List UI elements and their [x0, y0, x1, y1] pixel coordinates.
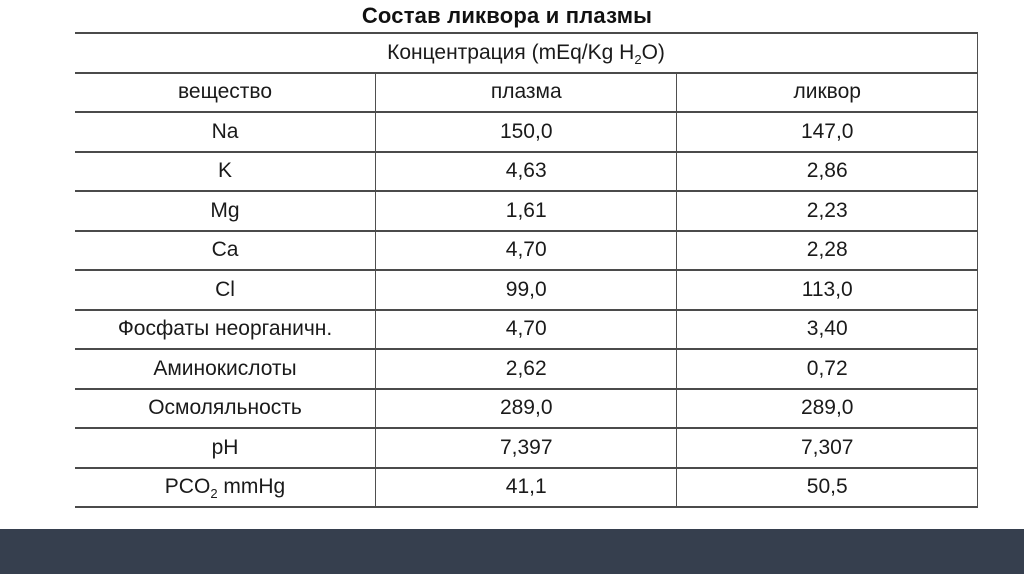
liquor-cell: 0,72 — [677, 349, 978, 389]
footer-bar — [0, 529, 1024, 574]
table-row — [75, 310, 978, 350]
substance-cell: Ca — [75, 231, 376, 271]
table-row — [75, 468, 978, 508]
table-row — [75, 152, 978, 192]
liquor-cell: 113,0 — [677, 270, 978, 310]
substance-cell: Cl — [75, 270, 376, 310]
liquor-cell: 2,86 — [677, 152, 978, 192]
plasma-cell: 2,62 — [376, 349, 677, 389]
unit-header-row — [75, 33, 978, 73]
substance-cell: Mg — [75, 191, 376, 231]
liquor-cell: 2,28 — [677, 231, 978, 271]
table-row — [75, 191, 978, 231]
substance-cell: Осмоляльность — [75, 389, 376, 429]
liquor-cell: 147,0 — [677, 112, 978, 152]
composition-table — [75, 32, 978, 508]
unit-header-cell: Концентрация (mEq/Kg $H_2O$) — [75, 33, 978, 73]
plasma-cell: 289,0 — [376, 389, 677, 429]
liquor-cell: 2,23 — [677, 191, 978, 231]
plasma-cell: 1,61 — [376, 191, 677, 231]
column-header-row — [75, 73, 978, 113]
plasma-cell: 41,1 — [376, 468, 677, 508]
substance-cell: Аминокислоты — [75, 349, 376, 389]
plasma-cell: 4,70 — [376, 310, 677, 350]
table-row — [75, 349, 978, 389]
table-row — [75, 270, 978, 310]
plasma-cell: 7,397 — [376, 428, 677, 468]
table-row — [75, 389, 978, 429]
table-row — [75, 231, 978, 271]
substance-cell: Na — [75, 112, 376, 152]
liquor-cell: 7,307 — [677, 428, 978, 468]
column-header-liquor: ликвор — [677, 73, 978, 113]
page-title: Состав ликвора и плазмы — [361, 3, 653, 28]
plasma-cell: 4,70 — [376, 231, 677, 271]
column-header-substance: вещество — [75, 73, 376, 113]
table-row — [75, 428, 978, 468]
substance-cell: $PCO_2$ mmHg — [75, 468, 376, 508]
plasma-cell: 99,0 — [376, 270, 677, 310]
column-header-plasma: плазма — [376, 73, 677, 113]
liquor-cell: 3,40 — [677, 310, 978, 350]
substance-cell: Фосфаты неорганичн. — [75, 310, 376, 350]
liquor-cell: 50,5 — [677, 468, 978, 508]
plasma-cell: 4,63 — [376, 152, 677, 192]
table-row — [75, 112, 978, 152]
plasma-cell: 150,0 — [376, 112, 677, 152]
substance-cell: pH — [75, 428, 376, 468]
liquor-cell: 289,0 — [677, 389, 978, 429]
substance-cell: K — [75, 152, 376, 192]
